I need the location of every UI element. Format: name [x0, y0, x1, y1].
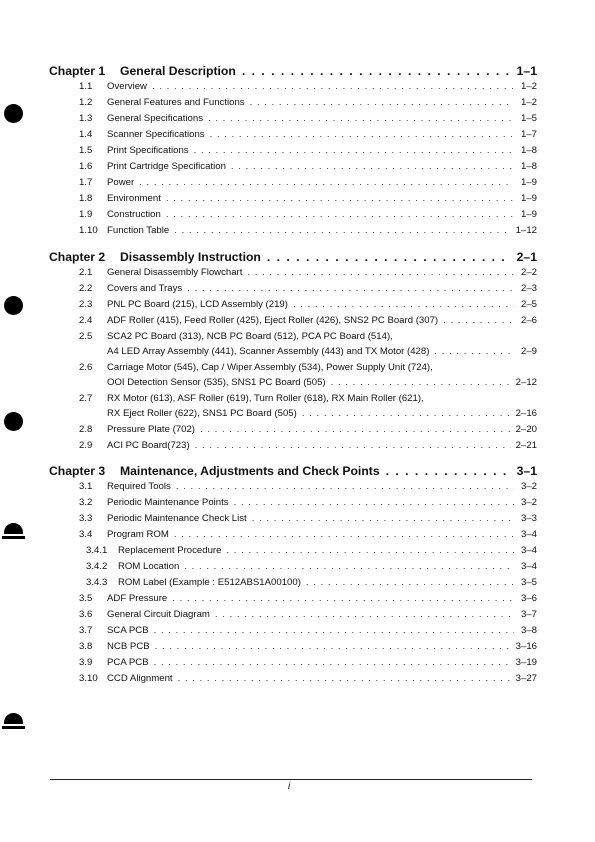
section-page: 1–9 — [520, 209, 537, 220]
section-title: ADF Pressure — [107, 593, 168, 604]
section-number: 3.6 — [79, 609, 93, 620]
section-title: Function Table — [107, 225, 170, 236]
toc-entry[interactable] — [49, 672, 537, 686]
section-title: ROM Location — [118, 561, 180, 572]
section-number: 1.4 — [79, 129, 93, 140]
section-title: ADF Roller (415), Feed Roller (425), Eject Roller (426), SNS2 PC Board (307) — [107, 315, 439, 326]
section-page: 1–8 — [520, 161, 537, 172]
chapter-title: Maintenance, Adjustments and Check Points — [120, 464, 380, 478]
toc-entry[interactable] — [49, 361, 537, 391]
dot-leader — [184, 560, 514, 574]
section-page: 2–21 — [515, 440, 537, 451]
section-number: 3.4 — [79, 529, 93, 540]
section-number: 3.4.3 — [86, 577, 108, 588]
toc-entry[interactable] — [49, 208, 537, 222]
section-page: 3–3 — [520, 513, 537, 524]
dot-leader — [293, 298, 514, 312]
toc-entry[interactable] — [49, 144, 537, 158]
dot-leader — [331, 376, 511, 390]
section-title: SCA2 PC Board (313), NCB PC Board (512), PCA PC Board (514), — [107, 331, 393, 342]
section-title-continued: A4 LED Array Assembly (441), Scanner Assembly (443) and TX Motor (428) — [107, 346, 430, 357]
chapter-label: Chapter 1 — [49, 64, 106, 78]
dot-leader — [231, 160, 514, 174]
toc-entry[interactable] — [49, 512, 537, 526]
dot-leader — [174, 224, 510, 238]
section-title: General Features and Functions — [107, 97, 245, 108]
section-number: 3.1 — [79, 481, 93, 492]
dot-leader — [194, 144, 514, 158]
section-number: 2.6 — [79, 362, 93, 373]
section-page: 3–27 — [515, 673, 537, 684]
section-title: Program ROM — [107, 529, 169, 540]
dot-leader — [187, 282, 514, 296]
section-number: 3.5 — [79, 593, 93, 604]
section-title: Carriage Motor (545), Cap / Wiper Assembly (534), Power Supply Unit (724), — [107, 362, 433, 373]
toc-entry[interactable] — [49, 330, 537, 360]
section-page: 1–8 — [520, 145, 537, 156]
dot-leader — [210, 128, 514, 142]
punch-hole-5 — [4, 713, 23, 724]
section-title: Scanner Specifications — [107, 129, 205, 140]
dot-leader — [195, 439, 511, 453]
section-title: Power — [107, 177, 135, 188]
dot-leader — [166, 192, 514, 206]
section-number: 2.7 — [79, 393, 93, 404]
dot-leader — [215, 608, 514, 622]
section-page: 3–4 — [520, 561, 537, 572]
punch-hole-1 — [4, 104, 23, 123]
section-page: 1–9 — [520, 193, 537, 204]
toc-entry[interactable] — [49, 640, 537, 654]
section-page: 1–12 — [515, 225, 537, 236]
section-page: 3–7 — [520, 609, 537, 620]
section-page: 3–19 — [515, 657, 537, 668]
section-number: 2.4 — [79, 315, 93, 326]
section-page: 3–6 — [520, 593, 537, 604]
toc-entry[interactable] — [49, 112, 537, 126]
toc-entry[interactable] — [49, 96, 537, 110]
section-page: 3–4 — [520, 529, 537, 540]
dot-leader — [174, 528, 514, 542]
section-title: Replacement Procedure — [118, 545, 222, 556]
section-number: 1.1 — [79, 81, 93, 92]
section-number: 2.8 — [79, 424, 93, 435]
toc-entry[interactable] — [49, 176, 537, 190]
footer-rule — [50, 779, 532, 780]
section-page: 2–6 — [520, 315, 537, 326]
chapter-label: Chapter 3 — [49, 464, 106, 478]
dot-leader — [139, 176, 514, 190]
section-page: 2–5 — [520, 299, 537, 310]
section-title: Overview — [107, 81, 147, 92]
section-page: 3–2 — [520, 481, 537, 492]
toc-entry[interactable] — [49, 314, 537, 328]
section-title: Required Tools — [107, 481, 171, 492]
punch-hole-2 — [4, 296, 23, 315]
toc-entry[interactable] — [49, 496, 537, 510]
chapter-2-heading[interactable] — [49, 250, 537, 266]
toc-entry[interactable] — [49, 624, 537, 638]
section-page: 3–8 — [520, 625, 537, 636]
toc-entry[interactable] — [49, 608, 537, 622]
section-page: 1–7 — [520, 129, 537, 140]
dot-leader — [434, 345, 514, 359]
dot-leader — [226, 544, 514, 558]
dot-leader — [172, 592, 514, 606]
punch-hole-3 — [4, 412, 23, 431]
toc-entry[interactable] — [49, 544, 537, 558]
section-title: SCA PCB — [107, 625, 149, 636]
section-title: General Specifications — [107, 113, 203, 124]
section-number: 1.2 — [79, 97, 93, 108]
dot-leader — [302, 407, 511, 421]
toc-entry[interactable] — [49, 224, 537, 238]
dot-leader — [247, 266, 514, 280]
section-title: Print Specifications — [107, 145, 189, 156]
section-page: 2–9 — [520, 346, 537, 357]
dot-leader — [306, 576, 514, 590]
section-number: 1.3 — [79, 113, 93, 124]
punch-hole-4 — [4, 523, 23, 534]
section-page: 2–20 — [515, 424, 537, 435]
dot-leader — [443, 314, 514, 328]
chapter-page: 1–1 — [516, 64, 537, 78]
section-number: 2.3 — [79, 299, 93, 310]
section-title: Construction — [107, 209, 161, 220]
chapter-page: 3–1 — [516, 464, 537, 478]
section-page: 2–3 — [520, 283, 537, 294]
section-title-continued: RX Eject Roller (622), SNS1 PC Board (505) — [107, 408, 297, 419]
section-page: 1–5 — [520, 113, 537, 124]
chapter-1-heading[interactable] — [49, 64, 537, 80]
dot-leader — [208, 112, 514, 126]
section-number: 3.4.2 — [86, 561, 108, 572]
section-title: ACI PC Board(723) — [107, 440, 190, 451]
section-page: 1–2 — [520, 81, 537, 92]
section-number: 3.10 — [79, 673, 98, 684]
dot-leader — [152, 80, 514, 94]
section-title: Print Cartridge Specification — [107, 161, 226, 172]
chapter-label: Chapter 2 — [49, 250, 106, 264]
section-number: 3.2 — [79, 497, 93, 508]
section-number: 1.9 — [79, 209, 93, 220]
toc-entry[interactable] — [49, 423, 537, 437]
section-page: 3–2 — [520, 497, 537, 508]
section-number: 3.3 — [79, 513, 93, 524]
dot-leader — [386, 464, 511, 478]
dot-leader — [267, 250, 511, 264]
section-number: 1.8 — [79, 193, 93, 204]
chapter-page: 2–1 — [516, 250, 537, 264]
section-title: Covers and Trays — [107, 283, 183, 294]
toc-entry[interactable] — [49, 266, 537, 280]
toc-entry[interactable] — [49, 480, 537, 494]
section-number: 1.10 — [79, 225, 98, 236]
section-title: General Circuit Diagram — [107, 609, 210, 620]
section-number: 3.8 — [79, 641, 93, 652]
dot-leader — [200, 423, 511, 437]
section-title: General Disassembly Flowchart — [107, 267, 243, 278]
dot-leader — [176, 480, 514, 494]
toc-entry[interactable] — [49, 392, 537, 422]
toc-entry[interactable] — [49, 576, 537, 590]
section-title: RX Motor (613), ASF Roller (619), Turn Roller (618), RX Main Roller (621), — [107, 393, 424, 404]
section-title: PNL PC Board (215), LCD Assembly (219) — [107, 299, 288, 310]
section-page: 3–4 — [520, 545, 537, 556]
section-title: PCA PCB — [107, 657, 149, 668]
section-title: Pressure Plate (702) — [107, 424, 195, 435]
section-title: NCB PCB — [107, 641, 150, 652]
section-title: Periodic Maintenance Check List — [107, 513, 247, 524]
section-number: 1.5 — [79, 145, 93, 156]
chapter-title: General Description — [120, 64, 236, 78]
section-page: 1–9 — [520, 177, 537, 188]
toc-entry[interactable] — [49, 656, 537, 670]
toc-entry[interactable] — [49, 298, 537, 312]
section-page: 3–5 — [520, 577, 537, 588]
toc-entry[interactable] — [49, 560, 537, 574]
section-number: 3.9 — [79, 657, 93, 668]
section-title: CCD Alignment — [107, 673, 173, 684]
toc-entry[interactable] — [49, 80, 537, 94]
toc-entry[interactable] — [49, 160, 537, 174]
toc-entry[interactable] — [49, 528, 537, 542]
dot-leader — [250, 96, 514, 110]
section-page: 2–12 — [515, 377, 537, 388]
section-number: 1.7 — [79, 177, 93, 188]
section-page: 1–2 — [520, 97, 537, 108]
section-page: 3–16 — [515, 641, 537, 652]
section-page: 2–16 — [515, 408, 537, 419]
dot-leader — [178, 672, 511, 686]
section-page: 2–2 — [520, 267, 537, 278]
section-title: ROM Label (Example : E512ABS1A00100) — [118, 577, 301, 588]
toc-entry[interactable] — [49, 192, 537, 206]
dot-leader — [242, 64, 511, 78]
dot-leader — [234, 496, 514, 510]
section-number: 2.2 — [79, 283, 93, 294]
chapter-3-heading[interactable] — [49, 464, 537, 480]
page-number: i — [288, 781, 291, 792]
section-number: 2.5 — [79, 331, 93, 342]
dot-leader — [155, 640, 511, 654]
dot-leader — [166, 208, 514, 222]
dot-leader — [252, 512, 514, 526]
toc-entry[interactable] — [49, 128, 537, 142]
section-number: 3.7 — [79, 625, 93, 636]
toc-entry[interactable] — [49, 592, 537, 606]
chapter-title: Disassembly Instruction — [120, 250, 261, 264]
section-number: 2.1 — [79, 267, 93, 278]
section-number: 2.9 — [79, 440, 93, 451]
dot-leader — [154, 624, 514, 638]
toc-entry[interactable] — [49, 282, 537, 296]
section-title-continued: OOI Detection Sensor (535), SNS1 PC Board (505) — [107, 377, 326, 388]
toc-entry[interactable] — [49, 439, 537, 453]
section-number: 1.6 — [79, 161, 93, 172]
section-title: Periodic Maintenance Points — [107, 497, 229, 508]
section-title: Environment — [107, 193, 161, 204]
section-number: 3.4.1 — [86, 545, 108, 556]
dot-leader — [154, 656, 511, 670]
